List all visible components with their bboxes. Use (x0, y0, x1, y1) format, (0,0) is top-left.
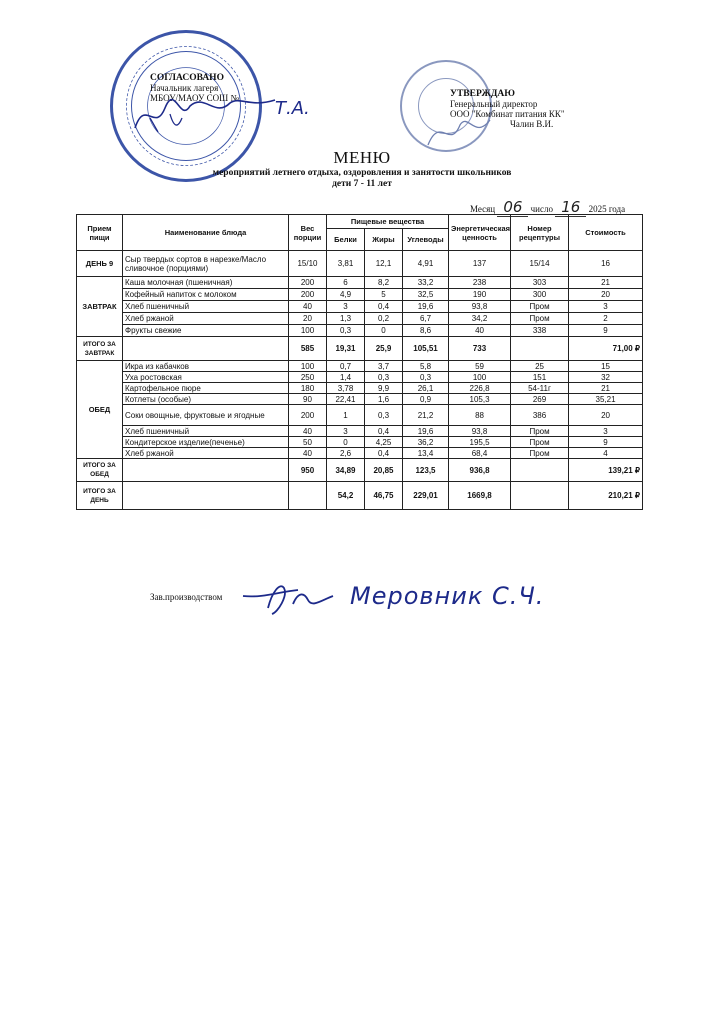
subtitle-line2: дети 7 - 11 лет (332, 179, 392, 189)
energy-cell: 105,3 (449, 394, 511, 405)
recipe-cell: 54-11г (511, 383, 569, 394)
carbs-cell: 32,5 (403, 289, 449, 301)
empty-cell (123, 337, 289, 361)
protein-cell: 19,31 (327, 337, 365, 361)
energy-cell: 190 (449, 289, 511, 301)
fat-cell: 25,9 (365, 337, 403, 361)
recipe-cell: 303 (511, 277, 569, 289)
fat-cell: 0 (365, 325, 403, 337)
protein-cell: 54,2 (327, 482, 365, 510)
protein-cell: 4,9 (327, 289, 365, 301)
protein-cell: 3 (327, 426, 365, 437)
weight-cell: 40 (289, 426, 327, 437)
cost-cell: 16 (569, 251, 643, 277)
protein-cell: 3 (327, 301, 365, 313)
weight-cell: 950 (289, 459, 327, 482)
table-row (77, 394, 643, 405)
signature-scribble-icon (238, 578, 338, 618)
total-label: ИТОГО ЗА ДЕНЬ (77, 482, 123, 510)
weight-cell: 180 (289, 383, 327, 394)
energy-cell: 93,8 (449, 426, 511, 437)
cost-cell: 32 (569, 372, 643, 383)
empty-cell (123, 482, 289, 510)
cost-cell: 71,00 ₽ (569, 337, 643, 361)
header-dish: Наименование блюда (123, 215, 289, 251)
header-cost: Стоимость (569, 215, 643, 251)
cost-cell: 9 (569, 325, 643, 337)
month-label: Месяц (470, 204, 496, 214)
weight-cell: 200 (289, 405, 327, 426)
energy-cell: 34,2 (449, 313, 511, 325)
protein-cell: 0,7 (327, 361, 365, 372)
weight-cell: 585 (289, 337, 327, 361)
fat-cell: 0,2 (365, 313, 403, 325)
energy-cell: 59 (449, 361, 511, 372)
energy-cell: 100 (449, 372, 511, 383)
weight-cell: 15/10 (289, 251, 327, 277)
protein-cell: 6 (327, 277, 365, 289)
month-value: 06 (497, 198, 528, 217)
day-label: ДЕНЬ 9 (77, 251, 123, 277)
fat-cell: 3,7 (365, 361, 403, 372)
carbs-cell: 36,2 (403, 437, 449, 448)
approval-right-title: УТВЕРЖДАЮ (450, 89, 515, 99)
total-row-day (77, 482, 643, 510)
energy-cell: 936,8 (449, 459, 511, 482)
table-row (77, 372, 643, 383)
fat-cell: 8,2 (365, 277, 403, 289)
dish-name: Хлеб пшеничный (123, 426, 289, 437)
protein-cell: 22,41 (327, 394, 365, 405)
energy-cell: 1669,8 (449, 482, 511, 510)
fat-cell: 5 (365, 289, 403, 301)
carbs-cell: 229,01 (403, 482, 449, 510)
recipe-cell: Пром (511, 426, 569, 437)
recipe-cell: Пром (511, 437, 569, 448)
table-row (77, 277, 643, 289)
weight-cell: 40 (289, 301, 327, 313)
energy-cell: 137 (449, 251, 511, 277)
cost-cell: 4 (569, 448, 643, 459)
total-row-lunch (77, 459, 643, 482)
energy-cell: 40 (449, 325, 511, 337)
dish-name: Хлеб ржаной (123, 448, 289, 459)
weight-cell: 200 (289, 289, 327, 301)
meal-label-breakfast: ЗАВТРАК (77, 277, 123, 337)
total-label: ИТОГО ЗА ЗАВТРАК (77, 337, 123, 361)
carbs-cell: 6,7 (403, 313, 449, 325)
year-label: 2025 года (588, 204, 626, 214)
energy-cell: 226,8 (449, 383, 511, 394)
fat-cell: 0,3 (365, 372, 403, 383)
header-weight: Вес порции (289, 215, 327, 251)
recipe-cell: Пром (511, 301, 569, 313)
approval-left-line1: Начальник лагеря (150, 83, 219, 93)
carbs-cell: 19,6 (403, 426, 449, 437)
cost-cell: 15 (569, 361, 643, 372)
carbs-cell: 0,9 (403, 394, 449, 405)
header-protein: Белки (327, 229, 365, 251)
header-fat: Жиры (365, 229, 403, 251)
page-subtitle (0, 168, 724, 190)
weight-cell: 250 (289, 372, 327, 383)
dish-name: Икра из кабачков (123, 361, 289, 372)
meal-label-lunch: ОБЕД (77, 361, 123, 459)
energy-cell: 68,4 (449, 448, 511, 459)
carbs-cell: 21,2 (403, 405, 449, 426)
dish-name: Фрукты свежие (123, 325, 289, 337)
carbs-cell: 13,4 (403, 448, 449, 459)
approval-left-title: СОГЛАСОВАНО (150, 73, 224, 83)
carbs-cell: 33,2 (403, 277, 449, 289)
table-row (77, 437, 643, 448)
recipe-cell: 15/14 (511, 251, 569, 277)
carbs-cell: 123,5 (403, 459, 449, 482)
fat-cell: 9,9 (365, 383, 403, 394)
protein-cell: 1 (327, 405, 365, 426)
header-meal: Прием пищи (77, 215, 123, 251)
recipe-cell: 151 (511, 372, 569, 383)
cost-cell: 20 (569, 289, 643, 301)
energy-cell: 195,5 (449, 437, 511, 448)
table-row (77, 448, 643, 459)
menu-table (76, 214, 643, 510)
dish-name: Хлеб ржаной (123, 313, 289, 325)
cost-cell: 21 (569, 383, 643, 394)
header-recipe: Номер рецептуры (511, 215, 569, 251)
cost-cell: 210,21 ₽ (569, 482, 643, 510)
approval-left-handwritten: Т.А. (275, 98, 310, 119)
day-value: 16 (555, 198, 586, 217)
fat-cell: 4,25 (365, 437, 403, 448)
protein-cell: 0,3 (327, 325, 365, 337)
weight-cell: 20 (289, 313, 327, 325)
energy-cell: 88 (449, 405, 511, 426)
dish-name: Сыр твердых сортов в нарезке/Масло сливочное (порциями) (123, 251, 289, 277)
weight-cell: 90 (289, 394, 327, 405)
header-energy: Энергетическая ценность (449, 215, 511, 251)
cost-cell: 35,21 (569, 394, 643, 405)
fat-cell: 0,4 (365, 426, 403, 437)
weight-cell: 40 (289, 448, 327, 459)
header-carbs: Углеводы (403, 229, 449, 251)
weight-cell: 100 (289, 361, 327, 372)
fat-cell: 0,4 (365, 448, 403, 459)
dish-name: Кофейный напиток с молоком (123, 289, 289, 301)
header-nutrients: Пищевые вещества (327, 215, 449, 229)
table-row (77, 289, 643, 301)
dish-name: Уха ростовская (123, 372, 289, 383)
cost-cell: 139,21 ₽ (569, 459, 643, 482)
fat-cell: 46,75 (365, 482, 403, 510)
cost-cell: 3 (569, 426, 643, 437)
energy-cell: 238 (449, 277, 511, 289)
recipe-cell: Пром (511, 448, 569, 459)
carbs-cell: 8,6 (403, 325, 449, 337)
weight-cell: 200 (289, 277, 327, 289)
fat-cell: 20,85 (365, 459, 403, 482)
dish-name: Котлеты (особые) (123, 394, 289, 405)
dish-name: Каша молочная (пшеничная) (123, 277, 289, 289)
protein-cell: 1,3 (327, 313, 365, 325)
fat-cell: 1,6 (365, 394, 403, 405)
weight-cell: 50 (289, 437, 327, 448)
table-row (77, 405, 643, 426)
carbs-cell: 19,6 (403, 301, 449, 313)
weight-cell: 100 (289, 325, 327, 337)
table-row (77, 426, 643, 437)
table-row (77, 313, 643, 325)
protein-cell: 34,89 (327, 459, 365, 482)
table-row (77, 325, 643, 337)
recipe-cell (511, 482, 569, 510)
signature-left-icon (130, 88, 280, 138)
carbs-cell: 105,51 (403, 337, 449, 361)
page-title: МЕНЮ (333, 148, 391, 167)
cost-cell: 3 (569, 301, 643, 313)
energy-cell: 733 (449, 337, 511, 361)
energy-cell: 93,8 (449, 301, 511, 313)
carbs-cell: 26,1 (403, 383, 449, 394)
approval-right-line2: ООО "Комбинат питания КК" (450, 109, 565, 119)
cost-cell: 9 (569, 437, 643, 448)
subtitle-line1: мероприятий летнего отдыха, оздоровления и занятости школьников (212, 168, 512, 178)
table-row (77, 383, 643, 394)
recipe-cell: 338 (511, 325, 569, 337)
dish-name: Хлеб пшеничный (123, 301, 289, 313)
signature-name: Меровник С.Ч. (350, 582, 545, 610)
protein-cell: 2,6 (327, 448, 365, 459)
protein-cell: 3,81 (327, 251, 365, 277)
carbs-cell: 5,8 (403, 361, 449, 372)
cost-cell: 2 (569, 313, 643, 325)
dish-name: Картофельное пюре (123, 383, 289, 394)
total-label: ИТОГО ЗА ОБЕД (77, 459, 123, 482)
recipe-cell: 25 (511, 361, 569, 372)
fat-cell: 0,3 (365, 405, 403, 426)
table-row (77, 361, 643, 372)
table-row (77, 301, 643, 313)
dish-name: Соки овощные, фруктовые и ягодные (123, 405, 289, 426)
weight-cell (289, 482, 327, 510)
carbs-cell: 0,3 (403, 372, 449, 383)
approval-left-line2: МБОУ/МАОУ СОШ № (150, 93, 240, 103)
protein-cell: 3,78 (327, 383, 365, 394)
approval-right-line1: Генеральный директор (450, 99, 538, 109)
protein-cell: 0 (327, 437, 365, 448)
protein-cell: 1,4 (327, 372, 365, 383)
recipe-cell (511, 337, 569, 361)
fat-cell: 0,4 (365, 301, 403, 313)
recipe-cell: 386 (511, 405, 569, 426)
recipe-cell: Пром (511, 313, 569, 325)
fat-cell: 12,1 (365, 251, 403, 277)
day-label: число (530, 204, 553, 214)
recipe-cell: 269 (511, 394, 569, 405)
signature-label: Зав.производством (150, 592, 223, 602)
approval-right-line3: Чалин В.И. (510, 119, 554, 129)
table-row (77, 251, 643, 277)
recipe-cell: 300 (511, 289, 569, 301)
dish-name: Кондитерское изделие(печенье) (123, 437, 289, 448)
total-row-breakfast (77, 337, 643, 361)
recipe-cell (511, 459, 569, 482)
cost-cell: 20 (569, 405, 643, 426)
empty-cell (123, 459, 289, 482)
cost-cell: 21 (569, 277, 643, 289)
carbs-cell: 4,91 (403, 251, 449, 277)
